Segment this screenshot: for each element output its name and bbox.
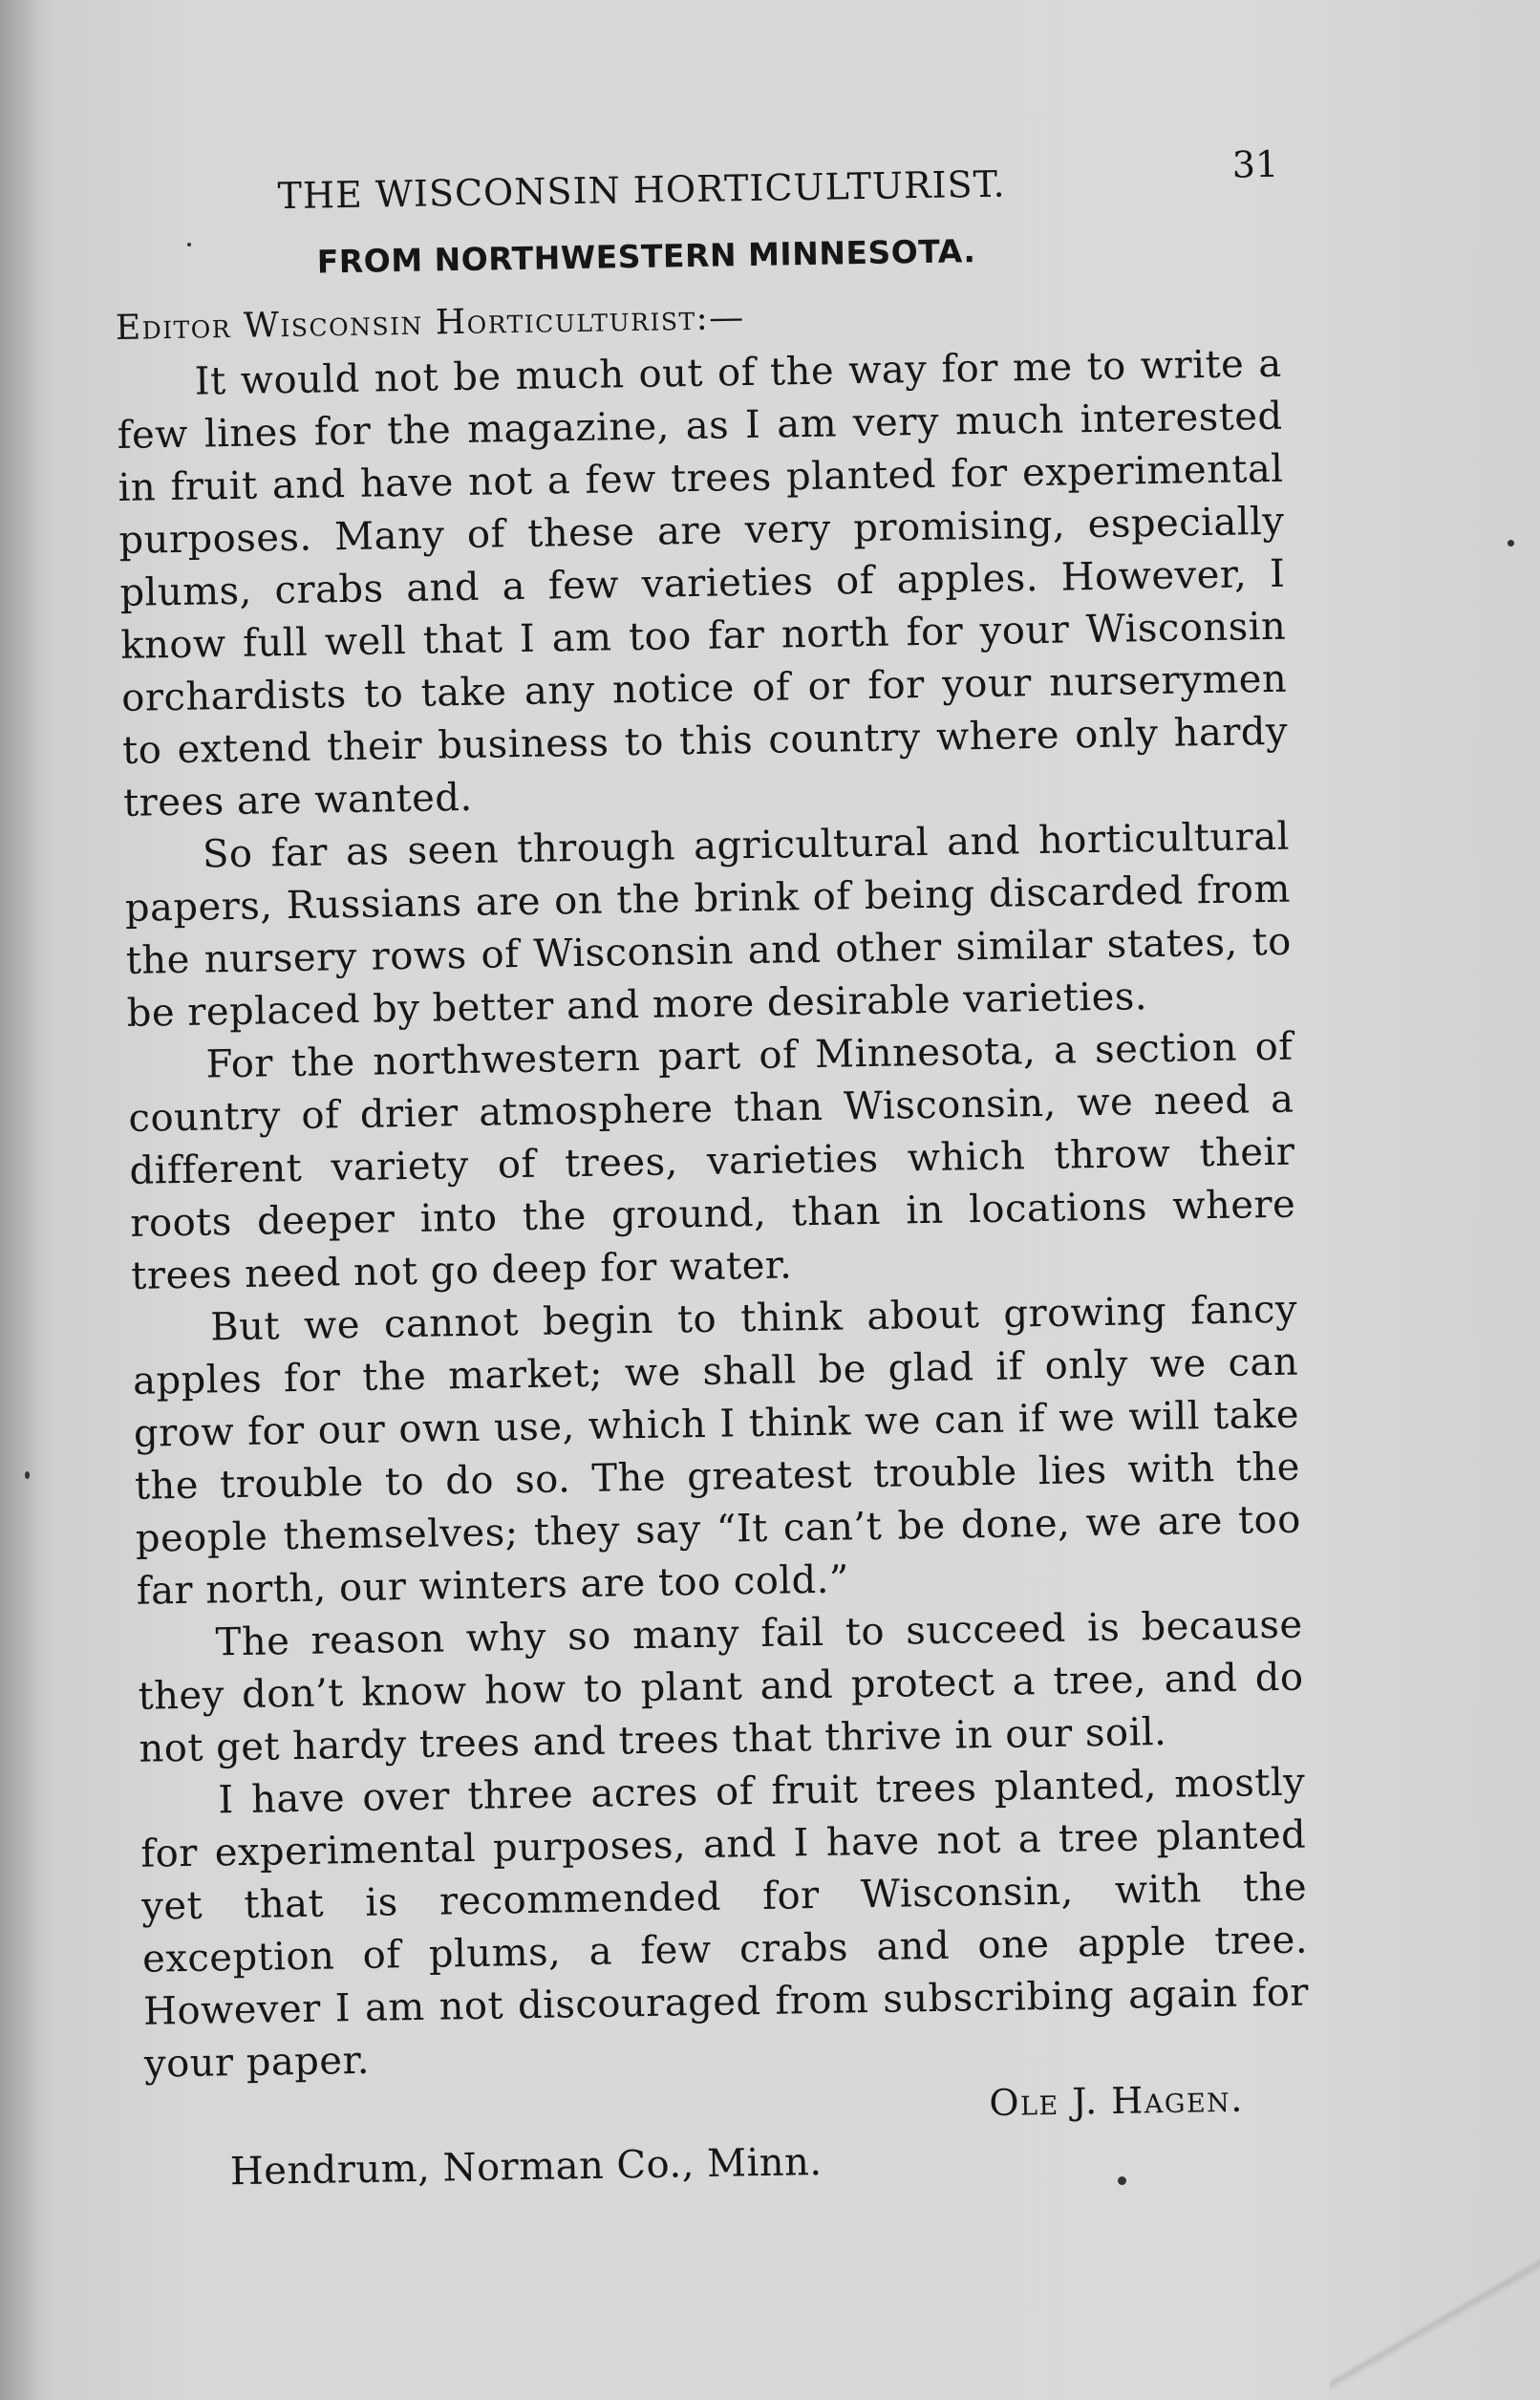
paper-crease <box>1330 2247 1540 2400</box>
page-number: 31 <box>1231 142 1279 186</box>
running-head <box>113 143 1279 220</box>
author-location: Hendrum, Norman Co., Minn. <box>229 2139 823 2195</box>
ink-speck <box>187 243 191 246</box>
page-content <box>113 143 1312 2200</box>
paragraph: For the northwestern part of Minnesota, a section of country of drier atmosphere than Wisconsin, we need a different variety of trees, varieties which throw their roots deeper into the ground, than in locations where trees need not go deep for water. <box>128 1024 1296 1298</box>
article-title: FROM NORTHWESTERN MINNESOTA. <box>316 232 976 281</box>
journal-title: THE WISCONSIN HORTICULTURIST. <box>277 162 1006 218</box>
page-spine-shadow <box>0 0 38 2400</box>
ink-speck <box>1508 540 1514 546</box>
paragraph: The reason why so many fail to succeed is because they don’t know how to plant and protect a tree, and do not get hardy trees and trees that thrive in our soil. <box>138 1602 1304 1771</box>
paragraph: But we cannot begin to think about growing fancy apples for the market; we shall be glad if only we can grow for our own use, which I think we can if we will take the trouble to do so. The greatest trouble lies with the people themselves; they say “It can’t be done, we are too far north, our winters are too cold.” <box>132 1287 1302 1614</box>
author-signature: Ole J. Hagen. <box>988 2077 1245 2125</box>
ink-speck <box>1118 2176 1126 2185</box>
salutation: Editor Wisconsin Horticulturist:— <box>115 298 746 348</box>
paragraph: I have over three acres of fruit trees planted, mostly for experimental purposes, and I have not a tree planted yet that is recommended for Wisconsin, with the exception of plums, a few crabs and one apple tree. However I am not discouraged from subscribing again for your paper. <box>139 1760 1310 2087</box>
paragraph: So far as seen through agricultural and horticultural papers, Russians are on the brink of being discarded from the nursery rows of Wisconsin and other similar states, to be replaced by better and more desirable varieties. <box>124 814 1293 1036</box>
paragraph: It would not be much out of the way for me to write a few lines for the magazine, as I am very much interested in fruit and have not a few trees planted for experimental purposes. Many of these are very promising, especially plums, crabs and a few varieties of apples. However, I know full well that I am too far north for your Wisconsin orchardists to take any notice of or for your nurserymen to extend their business to this country where only hardy trees are wanted. <box>117 341 1289 825</box>
ink-speck <box>25 1471 30 1479</box>
